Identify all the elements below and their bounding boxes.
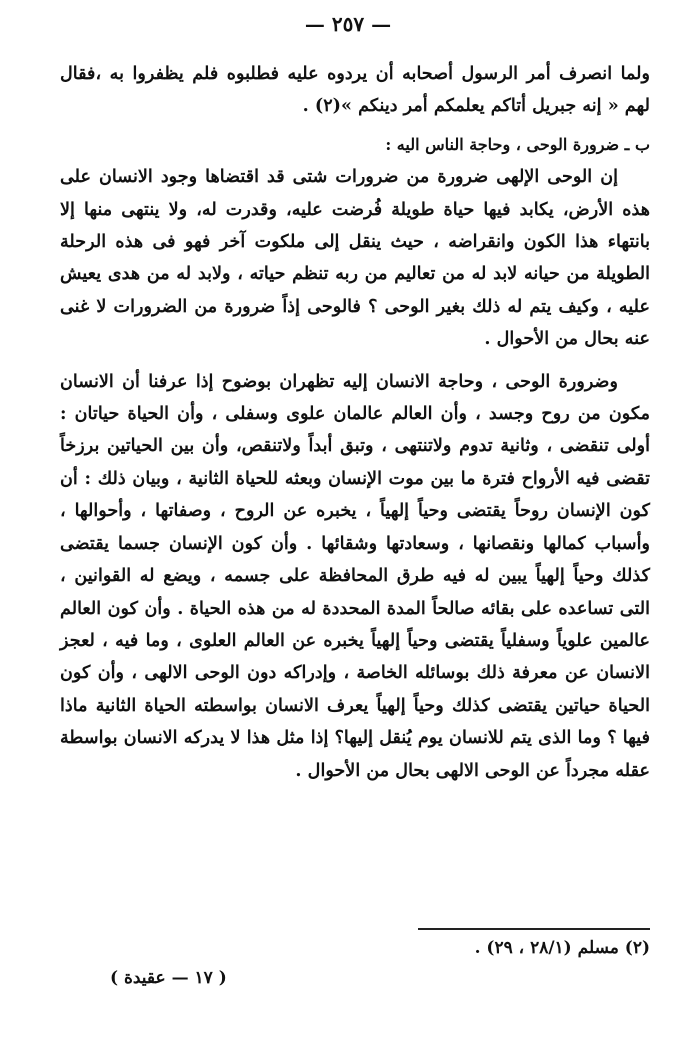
signature-mark: ( ١٧ — عقيدة ) <box>110 968 227 988</box>
page-number: — ٢٥٧ — <box>304 12 392 36</box>
section-heading: ب ـ ضرورة الوحى ، وحاجة الناس اليه : <box>385 134 650 154</box>
footnote-divider <box>418 928 650 930</box>
footnote: (٢) مسلم (٢٨/١ ، ٢٩) . <box>474 938 650 958</box>
main-text <box>60 58 650 787</box>
opening-paragraph: ولما انصرف أمر الرسول أصحابه أن يردوه عليه فطلبوه فلم يظفروا به ،فقال لهم « إنه جبريل أتاكم يعلمكم أمر دينكم »(٢) . <box>60 63 650 117</box>
paragraph-necessity-of-revelation: إن الوحى الإلهى ضرورة من ضرورات شتى قد اقتضاها وجود الانسان على هذه الأرض، يكابد فيها حياة طويلة فُرضت عليه، وقدرت له، ولا ينتهى منها إلا بانتهاء هذا الكون وانقراضه ، حيث ينقل إلى ملكوت آخر فهو فى هذه الرحلة الطويلة من حيانه لابد له من تعاليم من ربه تنظم حياته ، ولابد له من هدى يعيش عليه ، وكيف يتم له ذلك بغير الوحى ؟ فالوحى إذاً ضرورة من الضرورات لا غنى عنه بحال من الأحوال . <box>60 166 650 350</box>
paragraph-human-need: وضرورة الوحى ، وحاجة الانسان إليه تظهران بوضوح إذا عرفنا أن الانسان مكون من روح وجسد ، وأن العالم عالمان علوى وسفلى ، وأن الحياة حياتان : أولى تنقضى ، وثانية تدوم ولاتنتهى ، وتبق أبداً ولاتنقص، وأن بين الحياتين برزخاً تقضى فيه الأرواح فترة ما بين موت الإنسان وبعثه للحياة الثانية ، وبيان ذلك : أن كون الإنسان روحاً يقتضى وحياً إلهياً ، يخبره عن الروح ، وصفاتها ، وأحوالها ، وأسباب كمالها ونقصانها ، وسعادتها وشقائها . وأن كون الإنسان جسما يقتضى كذلك وحياً إلهياً يبين له فيه طرق المحافظة على جسمه ، ويضع له القوانين ، التى تساعده على بقائه صالحاً المدة المحددة له من هذه الحياة . وأن كون العالم عالمين علوياً وسفلياً يقتضى وحياً إلهياً يخبره عن العالم العلوى ، وما فيه ، لعجز الانسان عن معرفة ذلك بوسائله الخاصة ، وإدراكه دون الوحى الالهى ، وأن كون الحياة حياتين يقتضى كذلك وحياً إلهياً يعرف الانسان بواسطته الحياة الثانية ماذا فيها ؟ وما الذى يتم للانسان يوم يُنقل إليها؟ إذا مثل هذا لا يدركه الانسان بواسطة عقله مجرداً عن الوحى الالهى بحال من الأحوال . <box>60 370 650 781</box>
